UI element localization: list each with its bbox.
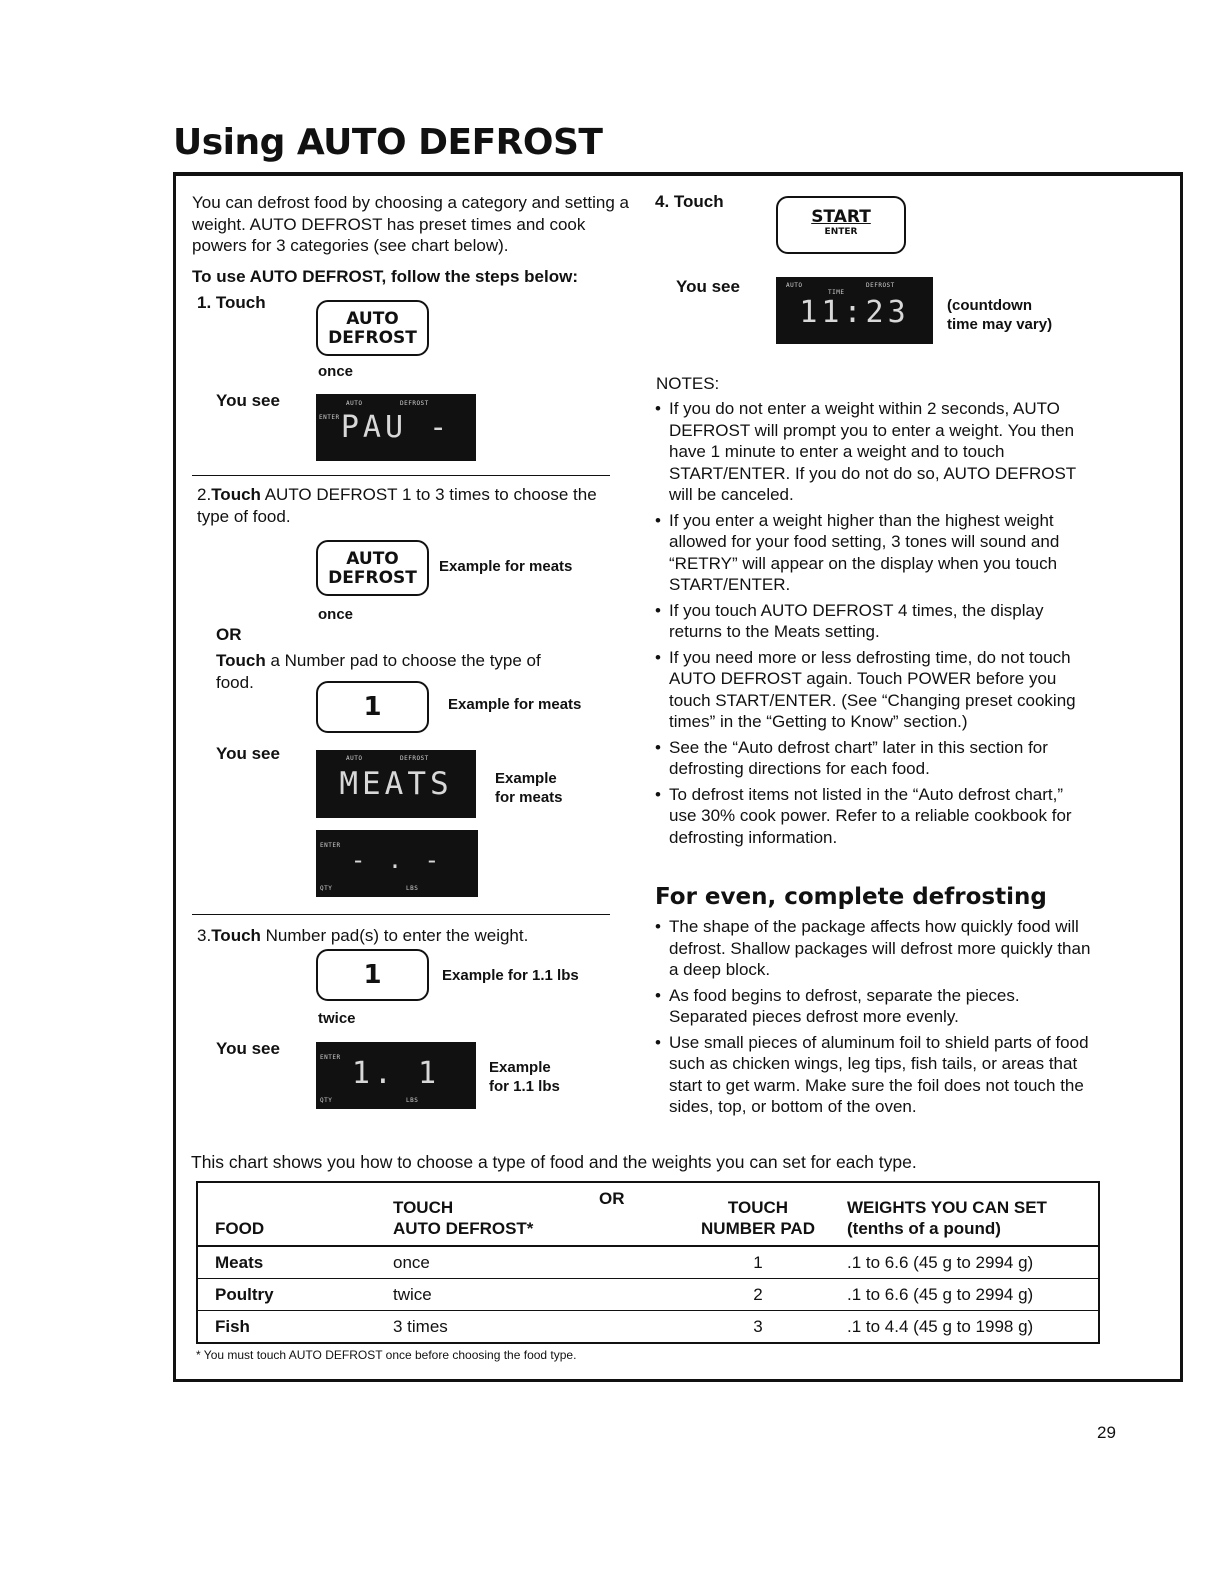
step3-twice: twice <box>318 1010 356 1027</box>
cell-empty <box>599 1311 683 1343</box>
table-row <box>198 1279 1098 1311</box>
notes-list <box>654 398 1094 852</box>
display-readout: MEATS <box>339 766 453 802</box>
note-item: • If you enter a weight higher than the highest weight allowed for your food setting, 3 tones will sound and “RETRY” will appear on the display when you touch START/ENTER. <box>654 510 1094 596</box>
step3-you-see: You see <box>216 1039 280 1058</box>
ind-qty: QTY <box>320 885 333 892</box>
cell-touch: twice <box>393 1284 432 1304</box>
step3-instruction: Number pad(s) to enter the weight. <box>260 926 529 945</box>
header-line2: NUMBER PAD <box>701 1219 815 1238</box>
step2-instruction: AUTO DEFROST 1 to 3 times to choose the type of food. <box>197 485 597 526</box>
display-step2-weight <box>316 830 478 897</box>
header-line2: (tenths of a pound) <box>847 1219 1001 1238</box>
header-line1: TOUCH <box>727 1198 789 1217</box>
step3-text <box>197 925 617 947</box>
auto-defrost-pad-step2 <box>316 540 429 596</box>
defrost-chart-table <box>196 1181 1100 1344</box>
header-line1: WEIGHTS YOU CAN SET <box>847 1198 1047 1217</box>
ind-defrost: DEFROST <box>866 282 895 289</box>
even-item: • The shape of the package affects how quickly food will defrost. Shallow packages will defrost more quickly than a deep block. <box>654 916 1094 981</box>
start-enter-pad <box>776 196 906 254</box>
display-step3 <box>316 1042 476 1109</box>
ind-auto: AUTO <box>786 282 803 289</box>
header-touch-auto-defrost <box>393 1183 599 1246</box>
chart-intro: This chart shows you how to choose a type of food and the weights you can set for each type. <box>191 1152 917 1172</box>
display-readout: 11:23 <box>799 295 910 330</box>
cell-weights: .1 to 6.6 (45 g to 2994 g) <box>847 1252 1034 1272</box>
table-header-row <box>198 1183 1098 1246</box>
ind-defrost: DEFROST <box>400 755 429 762</box>
step-divider <box>192 914 610 915</box>
header-food: FOOD <box>215 1219 265 1238</box>
step2-number: 2. <box>197 485 212 504</box>
page-number: 29 <box>1097 1423 1116 1442</box>
header-or: OR <box>599 1189 625 1208</box>
ind-enter: ENTER <box>320 1054 341 1061</box>
step2-example-meats: Example for meats <box>439 558 573 575</box>
pad-line2: DEFROST <box>328 568 417 588</box>
cell-weights: .1 to 6.6 (45 g to 2994 g) <box>847 1284 1034 1304</box>
header-line1: TOUCH <box>393 1198 454 1217</box>
even-defrost-list <box>654 916 1094 1122</box>
step3-number: 3. <box>197 926 212 945</box>
even-item: • Use small pieces of aluminum foil to shield parts of food such as chicken wings, leg tips, fish tails, or areas that start to get warm. Make sure the foil does not touch the sides, top, or bottom of the oven. <box>654 1032 1094 1118</box>
step2-touch: Touch <box>211 485 261 504</box>
intro-text: You can defrost food by choosing a category and setting a weight. AUTO DEFROST has preset times and cook powers for 3 categories (see chart below). <box>192 193 629 255</box>
note-item: • If you touch AUTO DEFROST 4 times, the display returns to the Meats setting. <box>654 600 1094 643</box>
ind-enter: ENTER <box>319 414 340 421</box>
table-row <box>198 1246 1098 1279</box>
even-item: • As food begins to defrost, separate the pieces. Separated pieces defrost more evenly. <box>654 985 1094 1028</box>
ind-lbs: LBS <box>406 1097 419 1104</box>
step2-once: once <box>318 606 354 623</box>
step3-example-for <box>489 1058 560 1096</box>
ind-enter: ENTER <box>320 842 341 849</box>
display-step4 <box>776 277 933 344</box>
auto-defrost-pad-step1 <box>316 300 429 356</box>
example-line2: for meats <box>495 789 563 806</box>
note-item: • If you need more or less defrosting time, do not touch AUTO DEFROST again. Touch POWER before you touch START/ENTER. (See “Changing preset cooking times” in the “Getting to Know” section.) <box>654 647 1094 733</box>
example-line1: Example <box>495 770 557 787</box>
even-defrost-heading: For even, complete defrosting <box>655 884 1047 910</box>
cell-pad: 3 <box>753 1316 763 1336</box>
header-weights <box>833 1183 1098 1246</box>
step2-text <box>197 484 617 527</box>
step2-instruction2: a Number pad to choose the type of food. <box>216 651 541 692</box>
step2-you-see: You see <box>216 744 280 763</box>
step2-example-for-meats <box>495 769 563 807</box>
step1-once: once <box>318 363 354 380</box>
cell-empty <box>599 1246 683 1279</box>
step1-you-see: You see <box>216 391 280 410</box>
number-pad-1-step3 <box>316 949 429 1001</box>
display-readout: - . - <box>350 846 444 874</box>
step4-you-see: You see <box>676 277 740 296</box>
step2-or: OR <box>216 625 242 644</box>
step3-touch: Touch <box>211 926 261 945</box>
cell-touch: 3 times <box>393 1316 448 1336</box>
pad-digit: 1 <box>363 960 382 990</box>
cell-weights: .1 to 4.4 (45 g to 1998 g) <box>847 1316 1034 1336</box>
display-step2-meats <box>316 750 476 818</box>
pad-line1: START <box>811 207 871 227</box>
step4-label: 4. Touch <box>655 192 724 211</box>
step-divider <box>192 475 610 476</box>
ind-lbs: LBS <box>406 885 419 892</box>
page-title: Using AUTO DEFROST <box>173 122 603 163</box>
note-item: • If you do not enter a weight within 2 seconds, AUTO DEFROST will prompt you to enter a weight. You then have 1 minute to enter a weight and to touch START/ENTER. If you do not do so, AUTO DEFROST will be canceled. <box>654 398 1094 506</box>
display-readout: 1. 1 <box>351 1056 441 1091</box>
step2-touch2: Touch <box>216 651 266 670</box>
step3-example: Example for 1.1 lbs <box>442 967 579 984</box>
note-line2: time may vary) <box>947 316 1053 333</box>
pad-digit: 1 <box>363 692 382 722</box>
header-touch-number-pad <box>683 1183 833 1246</box>
display-readout: PAU - <box>340 410 452 445</box>
cell-empty <box>599 1279 683 1311</box>
steps-heading: To use AUTO DEFROST, follow the steps below: <box>192 267 578 286</box>
pad-line1: AUTO <box>346 309 399 329</box>
example-line2: for 1.1 lbs <box>489 1078 560 1095</box>
note-item: • To defrost items not listed in the “Auto defrost chart,” use 30% cook power. Refer to a reliable cookbook for defrosting information. <box>654 784 1094 849</box>
notes-heading: NOTES: <box>656 374 720 393</box>
ind-qty: QTY <box>320 1097 333 1104</box>
step2-example-meats-2: Example for meats <box>448 696 582 713</box>
note-line1: (countdown <box>947 297 1032 314</box>
cell-pad: 2 <box>753 1284 763 1304</box>
pad-line2: ENTER <box>824 227 858 237</box>
cell-food: Meats <box>215 1252 264 1272</box>
cell-touch: once <box>393 1252 430 1272</box>
step4-countdown-note <box>947 296 1052 334</box>
table-footnote: * You must touch AUTO DEFROST once before choosing the food type. <box>196 1348 577 1362</box>
cell-food: Fish <box>215 1316 250 1336</box>
cell-food: Poultry <box>215 1284 274 1304</box>
number-pad-1-step2 <box>316 681 429 733</box>
table-row <box>198 1311 1098 1343</box>
step1-label: 1. Touch <box>197 293 266 312</box>
ind-time: TIME <box>828 289 845 296</box>
ind-auto: AUTO <box>346 755 363 762</box>
header-line2: AUTO DEFROST* <box>393 1219 534 1238</box>
example-line1: Example <box>489 1059 551 1076</box>
cell-pad: 1 <box>753 1252 763 1272</box>
pad-line2: DEFROST <box>328 328 417 348</box>
ind-auto: AUTO <box>346 400 363 407</box>
note-item: • See the “Auto defrost chart” later in this section for defrosting directions for each food. <box>654 737 1094 780</box>
display-step1 <box>316 394 476 461</box>
ind-defrost: DEFROST <box>400 400 429 407</box>
pad-line1: AUTO <box>346 549 399 569</box>
